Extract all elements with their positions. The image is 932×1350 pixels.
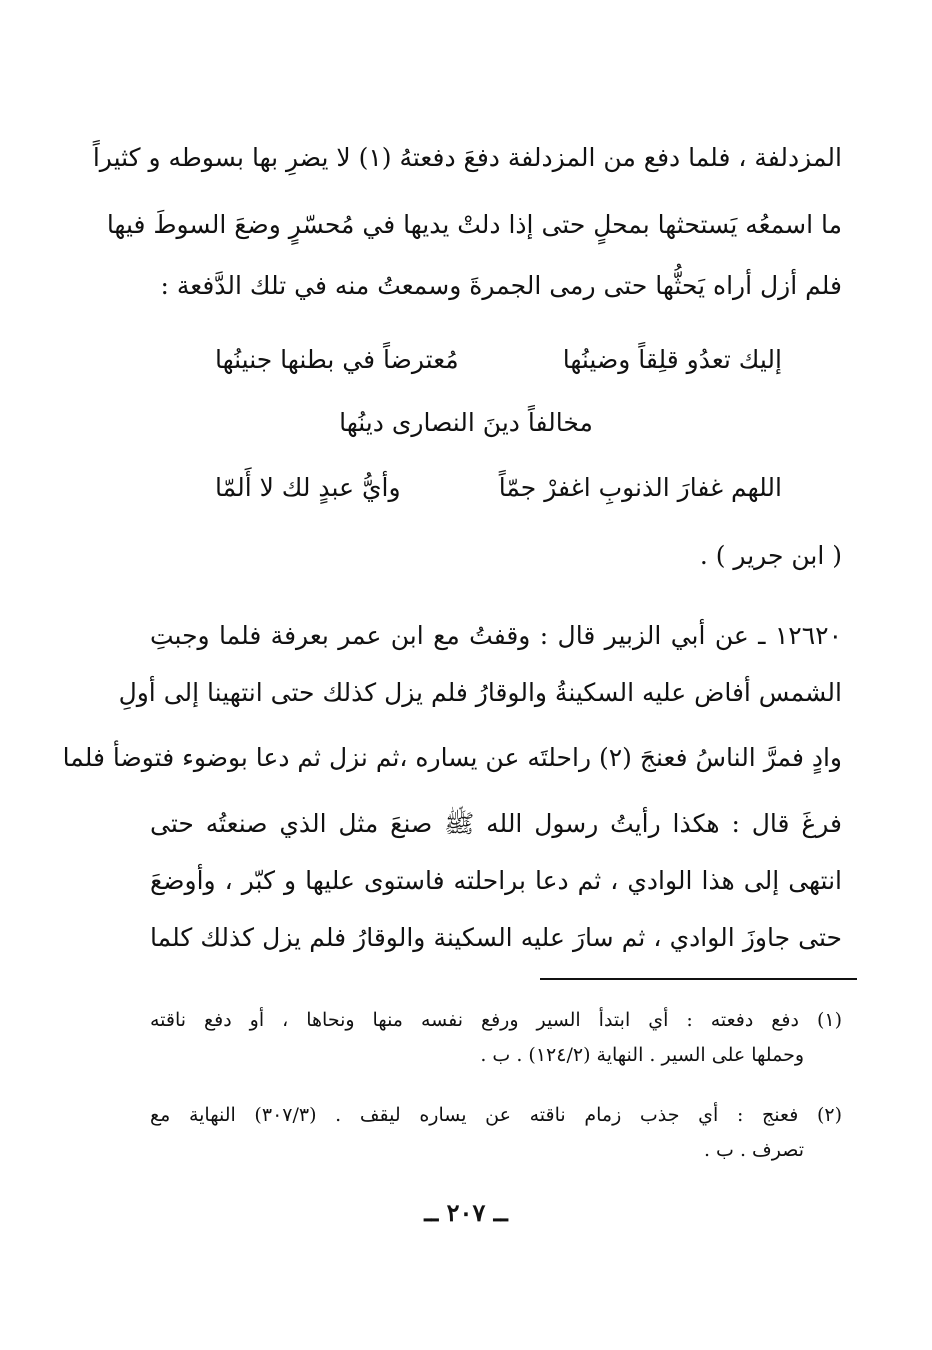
verse-hemistich: إليك تعدُو قلِقاً وضينُها: [562, 345, 782, 374]
hadith-line-2: الشمس أفاض عليه السكينةُ والوقارُ فلم يزل كذلك حتى انتهينا إلى أولِ: [118, 678, 842, 707]
verse-hemistich: مُعترضاً في بطنها جنينُها: [215, 345, 459, 374]
hadith-line-6: حتى جاوزَ الوادي ، ثم سارَ عليه السكينة والوقارُ فلم يزل كذلك كلما: [150, 923, 842, 952]
footnote-2-line-1: (٢) فعنج : أي جذب زمام ناقته عن يساره ليقف . (٣٠٧/٣) النهاية مع: [150, 1104, 843, 1126]
verse-row-1: [150, 340, 782, 384]
source-citation: ( ابن جرير ) .: [699, 541, 842, 570]
hadith-line-4: فرغَ قال : هكذا رأيتُ رسول الله ﷺ صنعَ مثل الذي صنعتُه حتى: [150, 809, 842, 838]
verse-hemistich: اللهم غفارَ الذنوبِ اغفرْ جمّاً: [498, 473, 782, 502]
body-line-1: المزدلفة ، فلما دفع من المزدلفة دفعَ دفعتهُ (١) لا يضرِ بها بسوطه و كثيراً: [92, 143, 842, 172]
verse-row-3: [150, 468, 782, 512]
hadith-line-5: انتهى إلى هذا الوادي ، ثم دعا براحلته فاستوى عليها و كبّر ، وأوضعَ: [150, 866, 842, 895]
verse-row-2: مخالفاً دينَ النصارى دينُها: [339, 408, 593, 437]
footnote-separator: [540, 978, 857, 980]
page-number: ــ ٢٠٧ ــ: [424, 1198, 508, 1227]
footnote-2-line-2: تصرف . ب .: [703, 1139, 804, 1161]
hadith-line-1: ١٢٦٢٠ ـ عن أبي الزبير قال : وقفتُ مع ابن عمر بعرفة فلما وجبتِ: [150, 621, 842, 650]
body-line-3: فلم أزل أراه يَحثُّها حتى رمى الجمرةَ وسمعتُ منه في تلك الدَّفعة :: [160, 271, 842, 300]
body-line-2: ما اسمعُه يَستحثها بمحلٍ حتى إذا دلتْ يديها في مُحسّرٍ وضعَ السوطَ فيها: [106, 210, 842, 239]
verse-hemistich: وأيُّ عبدٍ لك لا أَلمّا: [215, 473, 401, 502]
hadith-line-3: وادٍ فمرَّ الناسُ فعنجَ (٢) راحلتَه عن يساره ،ثم نزل ثم دعا بوضوء فتوضأ فلما: [62, 743, 842, 772]
footnote-1-line-2: وحملها على السير . النهاية (١٢٤/٢) . ب .: [480, 1044, 804, 1066]
footnote-1-line-1: (١) دفع دفعته : أي ابتدأ السير ورفع نفسه منها ونحاها ، أو دفع ناقته: [150, 1009, 842, 1031]
